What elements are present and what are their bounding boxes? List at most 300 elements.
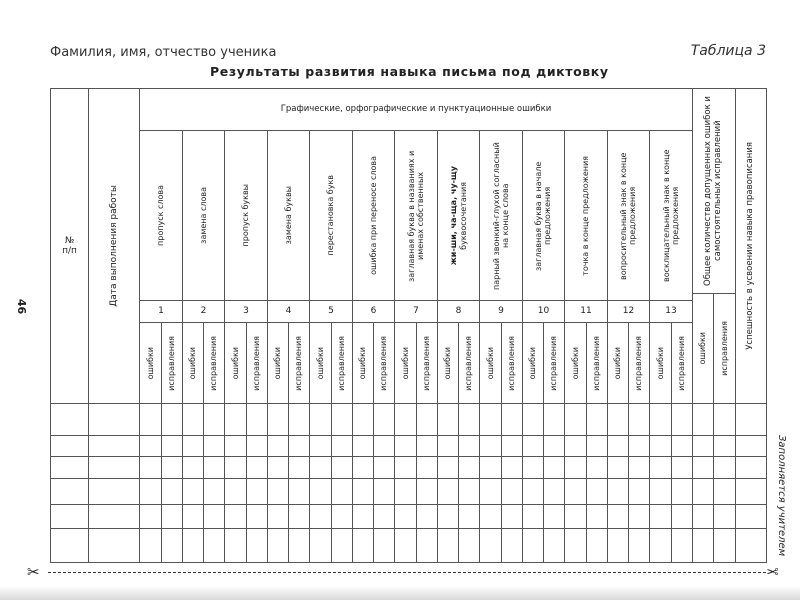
table-cell[interactable]	[309, 528, 332, 563]
sub-errors-header	[564, 322, 587, 404]
category-header-label: ошибка при переносе слова	[368, 156, 378, 275]
table-cell[interactable]	[182, 456, 204, 479]
page-number: 46	[15, 298, 29, 315]
category-number	[479, 300, 523, 323]
table-cell[interactable]	[543, 435, 565, 457]
sub-errors-header	[309, 322, 332, 404]
table-cell[interactable]	[88, 478, 140, 505]
sub-errors-header	[224, 322, 247, 404]
category-header	[479, 130, 523, 301]
sub-errors-header-label: ошибки	[273, 346, 283, 380]
table-cell[interactable]	[437, 528, 459, 563]
category-number-label: 9	[498, 306, 504, 317]
table-cell[interactable]	[182, 478, 204, 505]
table-cell[interactable]	[309, 478, 332, 505]
category-header	[437, 130, 480, 301]
table-cell[interactable]	[586, 435, 608, 457]
category-header-label: перестановка букв	[326, 175, 336, 256]
table-cell[interactable]	[522, 456, 544, 479]
col-number-header	[50, 88, 89, 404]
sub-corrections-header-label: исправления	[592, 335, 602, 391]
sub-errors-header-label: ошибки	[528, 346, 538, 380]
table-cell[interactable]	[607, 528, 629, 563]
sub-errors-header	[437, 322, 459, 404]
sub-errors-header-label: ошибки	[400, 346, 410, 380]
table-cell[interactable]	[139, 435, 162, 457]
scissors-icon: ✂	[766, 563, 779, 581]
table-cell[interactable]	[501, 403, 523, 436]
table-cell[interactable]	[586, 504, 608, 529]
table-cell[interactable]	[50, 478, 89, 505]
col-number-header-label: № п/п	[62, 235, 77, 256]
table-cell[interactable]	[182, 504, 204, 529]
table-cell[interactable]	[352, 478, 374, 505]
category-header	[267, 130, 310, 301]
category-number	[139, 300, 183, 323]
table-cell[interactable]	[309, 456, 332, 479]
table-cell[interactable]	[692, 435, 714, 457]
table-cell[interactable]	[735, 456, 767, 479]
table-cell[interactable]	[88, 403, 140, 436]
sub-corrections-header	[628, 322, 650, 404]
category-number	[309, 300, 353, 323]
table-cell[interactable]	[671, 456, 693, 479]
table-cell[interactable]	[543, 456, 565, 479]
category-header-label: пропуск буквы	[241, 184, 251, 247]
table-cell[interactable]	[394, 504, 417, 529]
sub-corrections-header-label: исправления	[167, 335, 177, 391]
sub-errors-header	[182, 322, 204, 404]
table-cell[interactable]	[373, 435, 395, 457]
table-cell[interactable]	[267, 435, 289, 457]
total-corrections-header	[713, 293, 736, 404]
table-cell[interactable]	[139, 504, 162, 529]
table-cell[interactable]	[246, 478, 268, 505]
sub-corrections-header-label: исправления	[337, 335, 347, 391]
table-cell[interactable]	[416, 403, 438, 436]
sub-corrections-header	[246, 322, 268, 404]
table-cell[interactable]	[203, 478, 225, 505]
category-number	[182, 300, 225, 323]
table-cell[interactable]	[246, 435, 268, 457]
table-cell[interactable]	[394, 528, 417, 563]
category-number-label: 4	[285, 306, 292, 317]
table-cell[interactable]	[607, 504, 629, 529]
table-cell[interactable]	[394, 456, 417, 479]
table-cell[interactable]	[267, 478, 289, 505]
category-header-label: замена буквы	[283, 186, 293, 245]
table-cell[interactable]	[352, 435, 374, 457]
table-cell[interactable]	[161, 456, 183, 479]
col-date-header-label: Дата выполнения работы	[108, 185, 119, 307]
sub-corrections-header	[203, 322, 225, 404]
sub-errors-header-label: ошибки	[443, 346, 453, 380]
sub-corrections-header	[416, 322, 438, 404]
table-cell[interactable]	[224, 435, 247, 457]
table-cell[interactable]	[437, 456, 459, 479]
table-cell[interactable]	[479, 478, 502, 505]
sub-errors-header	[352, 322, 374, 404]
table-cell[interactable]	[735, 435, 767, 457]
category-number-label: 8	[455, 306, 462, 317]
category-header	[352, 130, 395, 301]
table-cell[interactable]	[288, 528, 310, 563]
table-cell[interactable]	[735, 528, 767, 563]
table-cell[interactable]	[501, 504, 523, 529]
table-cell[interactable]	[628, 504, 650, 529]
table-cell[interactable]	[50, 435, 89, 457]
table-cell[interactable]	[203, 403, 225, 436]
table-cell[interactable]	[139, 403, 162, 436]
table-cell[interactable]	[586, 528, 608, 563]
table-cell[interactable]	[331, 478, 353, 505]
table-cell[interactable]	[203, 528, 225, 563]
table-cell[interactable]	[288, 456, 310, 479]
table-cell[interactable]	[288, 504, 310, 529]
table-cell[interactable]	[671, 528, 693, 563]
table-cell[interactable]	[458, 504, 480, 529]
table-cell[interactable]	[309, 403, 332, 436]
table-cell[interactable]	[586, 478, 608, 505]
table-cell[interactable]	[649, 478, 672, 505]
table-cell[interactable]	[437, 478, 459, 505]
table-cell[interactable]	[607, 403, 629, 436]
table-cell[interactable]	[267, 504, 289, 529]
category-header-label: заглавная буква в начале предложения	[534, 160, 553, 271]
table-cell[interactable]	[501, 456, 523, 479]
category-number	[437, 300, 480, 323]
category-number	[607, 300, 650, 323]
scissors-icon: ✂	[27, 563, 40, 581]
table-cell[interactable]	[161, 504, 183, 529]
table-cell[interactable]	[692, 478, 714, 505]
table-cell[interactable]	[649, 435, 672, 457]
table-cell[interactable]	[88, 528, 140, 563]
table-cell[interactable]	[564, 403, 587, 436]
table-cell[interactable]	[458, 528, 480, 563]
table-cell[interactable]	[331, 504, 353, 529]
col-total-header-label: Общее количество допущенных ошибок и самостоятельных исправлений	[703, 96, 723, 286]
table-cell[interactable]	[331, 403, 353, 436]
table-cell[interactable]	[649, 456, 672, 479]
table-cell[interactable]	[161, 435, 183, 457]
table-cell[interactable]	[607, 456, 629, 479]
table-cell[interactable]	[50, 504, 89, 529]
sub-corrections-header-label: исправления	[549, 335, 559, 391]
table-cell[interactable]	[564, 528, 587, 563]
table-cell[interactable]	[522, 528, 544, 563]
sub-corrections-header-label: исправления	[209, 335, 219, 391]
table-cell[interactable]	[458, 403, 480, 436]
sub-corrections-header	[671, 322, 693, 404]
sub-corrections-header-label: исправления	[507, 335, 517, 391]
table-cell[interactable]	[458, 456, 480, 479]
table-cell[interactable]	[692, 403, 714, 436]
sub-errors-header	[649, 322, 672, 404]
table-cell[interactable]	[394, 478, 417, 505]
category-header	[607, 130, 650, 301]
table-cell[interactable]	[713, 478, 736, 505]
table-cell[interactable]	[607, 478, 629, 505]
group-header-label: Графические, орфографические и пунктуационные ошибки	[280, 103, 552, 114]
table-cell[interactable]	[161, 403, 183, 436]
table-number: Таблица 3	[690, 43, 766, 59]
category-number-label: 13	[665, 306, 677, 317]
category-number-label: 3	[243, 306, 249, 317]
table-cell[interactable]	[564, 478, 587, 505]
category-number-label: 1	[158, 306, 164, 317]
category-number-label: 6	[370, 306, 377, 317]
col-date-header	[88, 88, 140, 404]
table-cell[interactable]	[182, 403, 204, 436]
sub-errors-header-label: ошибки	[358, 346, 368, 380]
table-cell[interactable]	[50, 403, 89, 436]
table-cell[interactable]	[479, 528, 502, 563]
sub-corrections-header	[543, 322, 565, 404]
table-cell[interactable]	[416, 504, 438, 529]
sub-corrections-header-label: исправления	[422, 335, 432, 391]
table-cell[interactable]	[88, 504, 140, 529]
col-total-header	[692, 88, 736, 294]
table-cell[interactable]	[628, 478, 650, 505]
category-header-label: точка в конце предложения	[581, 155, 591, 276]
table-cell[interactable]	[735, 478, 767, 505]
table-cell[interactable]	[458, 435, 480, 457]
table-cell[interactable]	[628, 528, 650, 563]
table-cell[interactable]	[331, 435, 353, 457]
sub-corrections-header-label: исправления	[464, 335, 474, 391]
table-cell[interactable]	[649, 403, 672, 436]
student-name-label: Фамилия, имя, отчество ученика	[50, 45, 277, 60]
table-cell[interactable]	[50, 528, 89, 563]
total-corrections-header-label: исправления	[719, 321, 729, 376]
page-title: Результаты развития навыка письма под диктовку	[210, 64, 609, 79]
table-cell[interactable]	[161, 528, 183, 563]
sub-errors-header-label: ошибки	[485, 346, 495, 380]
table-cell[interactable]	[564, 435, 587, 457]
table-cell[interactable]	[416, 456, 438, 479]
table-cell[interactable]	[522, 435, 544, 457]
sub-corrections-header	[458, 322, 480, 404]
table-cell[interactable]	[373, 456, 395, 479]
table-cell[interactable]	[458, 478, 480, 505]
table-cell[interactable]	[437, 403, 459, 436]
table-cell[interactable]	[522, 478, 544, 505]
table-cell[interactable]	[288, 403, 310, 436]
table-cell[interactable]	[224, 403, 247, 436]
table-cell[interactable]	[373, 528, 395, 563]
sub-corrections-header-label: исправления	[252, 335, 262, 391]
table-cell[interactable]	[543, 403, 565, 436]
table-cell[interactable]	[522, 504, 544, 529]
table-cell[interactable]	[501, 528, 523, 563]
category-header-label: заглавная буква в названиях и именах собственных	[406, 149, 425, 282]
table-cell[interactable]	[671, 435, 693, 457]
sub-errors-header-label: ошибки	[230, 346, 240, 380]
sub-errors-header-label: ошибки	[145, 346, 155, 380]
table-cell[interactable]	[628, 435, 650, 457]
sub-errors-header-label: ошибки	[613, 346, 623, 380]
category-header	[224, 130, 268, 301]
sub-corrections-header	[288, 322, 310, 404]
table-cell[interactable]	[713, 528, 736, 563]
sub-errors-header	[139, 322, 162, 404]
sub-errors-header	[479, 322, 502, 404]
table-cell[interactable]	[671, 403, 693, 436]
sub-errors-header	[394, 322, 417, 404]
table-cell[interactable]	[713, 403, 736, 436]
table-cell[interactable]	[394, 403, 417, 436]
sub-corrections-header	[501, 322, 523, 404]
table-cell[interactable]	[224, 528, 247, 563]
table-cell[interactable]	[543, 504, 565, 529]
table-cell[interactable]	[416, 435, 438, 457]
category-header-label: парный звонкий-глухой согласный на конце слова	[491, 141, 510, 290]
teacher-note: Заполняется учителем	[776, 435, 787, 557]
table-cell[interactable]	[692, 456, 714, 479]
table-cell[interactable]	[479, 456, 502, 479]
sub-corrections-header-label: исправления	[634, 335, 644, 391]
category-header	[394, 130, 438, 301]
table-cell[interactable]	[88, 435, 140, 457]
category-header	[522, 130, 565, 301]
table-cell[interactable]	[522, 403, 544, 436]
sub-errors-header-label: ошибки	[315, 346, 325, 380]
table-cell[interactable]	[88, 456, 140, 479]
table-cell[interactable]	[373, 478, 395, 505]
table-cell[interactable]	[352, 403, 374, 436]
table-cell[interactable]	[246, 528, 268, 563]
table-cell[interactable]	[564, 504, 587, 529]
table-cell[interactable]	[352, 456, 374, 479]
table-cell[interactable]	[671, 478, 693, 505]
table-cell[interactable]	[735, 504, 767, 529]
table-cell[interactable]	[267, 403, 289, 436]
table-cell[interactable]	[203, 456, 225, 479]
table-cell[interactable]	[203, 504, 225, 529]
table-cell[interactable]	[479, 435, 502, 457]
table-cell[interactable]	[671, 504, 693, 529]
table-cell[interactable]	[564, 456, 587, 479]
sub-errors-header	[522, 322, 544, 404]
table-cell[interactable]	[182, 528, 204, 563]
category-header	[182, 130, 225, 301]
category-number-label: 11	[580, 306, 592, 317]
col-success-header	[735, 88, 767, 404]
sub-errors-header-label: ошибки	[570, 346, 580, 380]
table-cell[interactable]	[373, 403, 395, 436]
table-cell[interactable]	[649, 528, 672, 563]
table-cell[interactable]	[224, 478, 247, 505]
table-cell[interactable]	[161, 478, 183, 505]
category-number-label: 5	[328, 306, 334, 317]
sub-corrections-header-label: исправления	[294, 335, 304, 391]
sub-corrections-header	[373, 322, 395, 404]
table-cell[interactable]	[246, 403, 268, 436]
table-cell[interactable]	[416, 478, 438, 505]
table-cell[interactable]	[713, 435, 736, 457]
sub-errors-header-label: ошибки	[655, 346, 665, 380]
table-cell[interactable]	[288, 435, 310, 457]
category-header	[309, 130, 353, 301]
table-cell[interactable]	[479, 504, 502, 529]
total-errors-header	[692, 293, 714, 404]
table-cell[interactable]	[501, 435, 523, 457]
table-cell[interactable]	[288, 478, 310, 505]
table-cell[interactable]	[713, 456, 736, 479]
table-cell[interactable]	[501, 478, 523, 505]
col-success-header-label: Успешность в усвоении навыка правописания	[745, 142, 756, 350]
table-cell[interactable]	[50, 456, 89, 479]
group-header	[139, 88, 693, 131]
sub-corrections-header	[586, 322, 608, 404]
table-cell[interactable]	[649, 504, 672, 529]
table-cell[interactable]	[267, 456, 289, 479]
table-cell[interactable]	[437, 435, 459, 457]
scan-edge	[0, 586, 800, 600]
category-number-label: 2	[200, 306, 207, 317]
category-header-label: вопросительный знак в конце предложения	[619, 151, 638, 280]
table-cell[interactable]	[713, 504, 736, 529]
table-cell[interactable]	[437, 504, 459, 529]
table-cell[interactable]	[182, 435, 204, 457]
table-cell[interactable]	[246, 456, 268, 479]
table-cell[interactable]	[586, 456, 608, 479]
table-cell[interactable]	[331, 528, 353, 563]
table-cell[interactable]	[607, 435, 629, 457]
category-number-label: 10	[537, 306, 550, 317]
table-cell[interactable]	[628, 456, 650, 479]
sub-errors-header	[267, 322, 289, 404]
table-cell[interactable]	[735, 403, 767, 436]
table-cell[interactable]	[331, 456, 353, 479]
category-number-label: 7	[413, 306, 419, 317]
cut-line	[48, 572, 766, 573]
sub-corrections-header	[331, 322, 353, 404]
category-header-label: пропуск слова	[156, 185, 166, 246]
table-cell[interactable]	[479, 403, 502, 436]
category-header-label: замена слова	[198, 187, 208, 244]
table-cell[interactable]	[267, 528, 289, 563]
category-number	[352, 300, 395, 323]
table-cell[interactable]	[224, 504, 247, 529]
table-cell[interactable]	[416, 528, 438, 563]
table-cell[interactable]	[246, 504, 268, 529]
category-bold-label: жи-ши, ча-ща, чу-щу	[449, 165, 459, 266]
table-cell[interactable]	[203, 435, 225, 457]
table-cell[interactable]	[139, 456, 162, 479]
table-cell[interactable]	[352, 504, 374, 529]
category-number-label: 12	[622, 306, 635, 317]
table-cell[interactable]	[543, 478, 565, 505]
table-cell[interactable]	[543, 528, 565, 563]
table-cell[interactable]	[224, 456, 247, 479]
table-cell[interactable]	[352, 528, 374, 563]
table-cell[interactable]	[692, 504, 714, 529]
category-header-label: буквосочетания	[458, 181, 468, 250]
table-cell[interactable]	[692, 528, 714, 563]
table-cell[interactable]	[309, 435, 332, 457]
table-cell[interactable]	[139, 528, 162, 563]
category-header	[139, 130, 183, 301]
table-cell[interactable]	[139, 478, 162, 505]
table-cell[interactable]	[373, 504, 395, 529]
table-cell[interactable]	[394, 435, 417, 457]
table-cell[interactable]	[309, 504, 332, 529]
table-cell[interactable]	[586, 403, 608, 436]
sub-corrections-header-label: исправления	[379, 335, 389, 391]
table-cell[interactable]	[628, 403, 650, 436]
